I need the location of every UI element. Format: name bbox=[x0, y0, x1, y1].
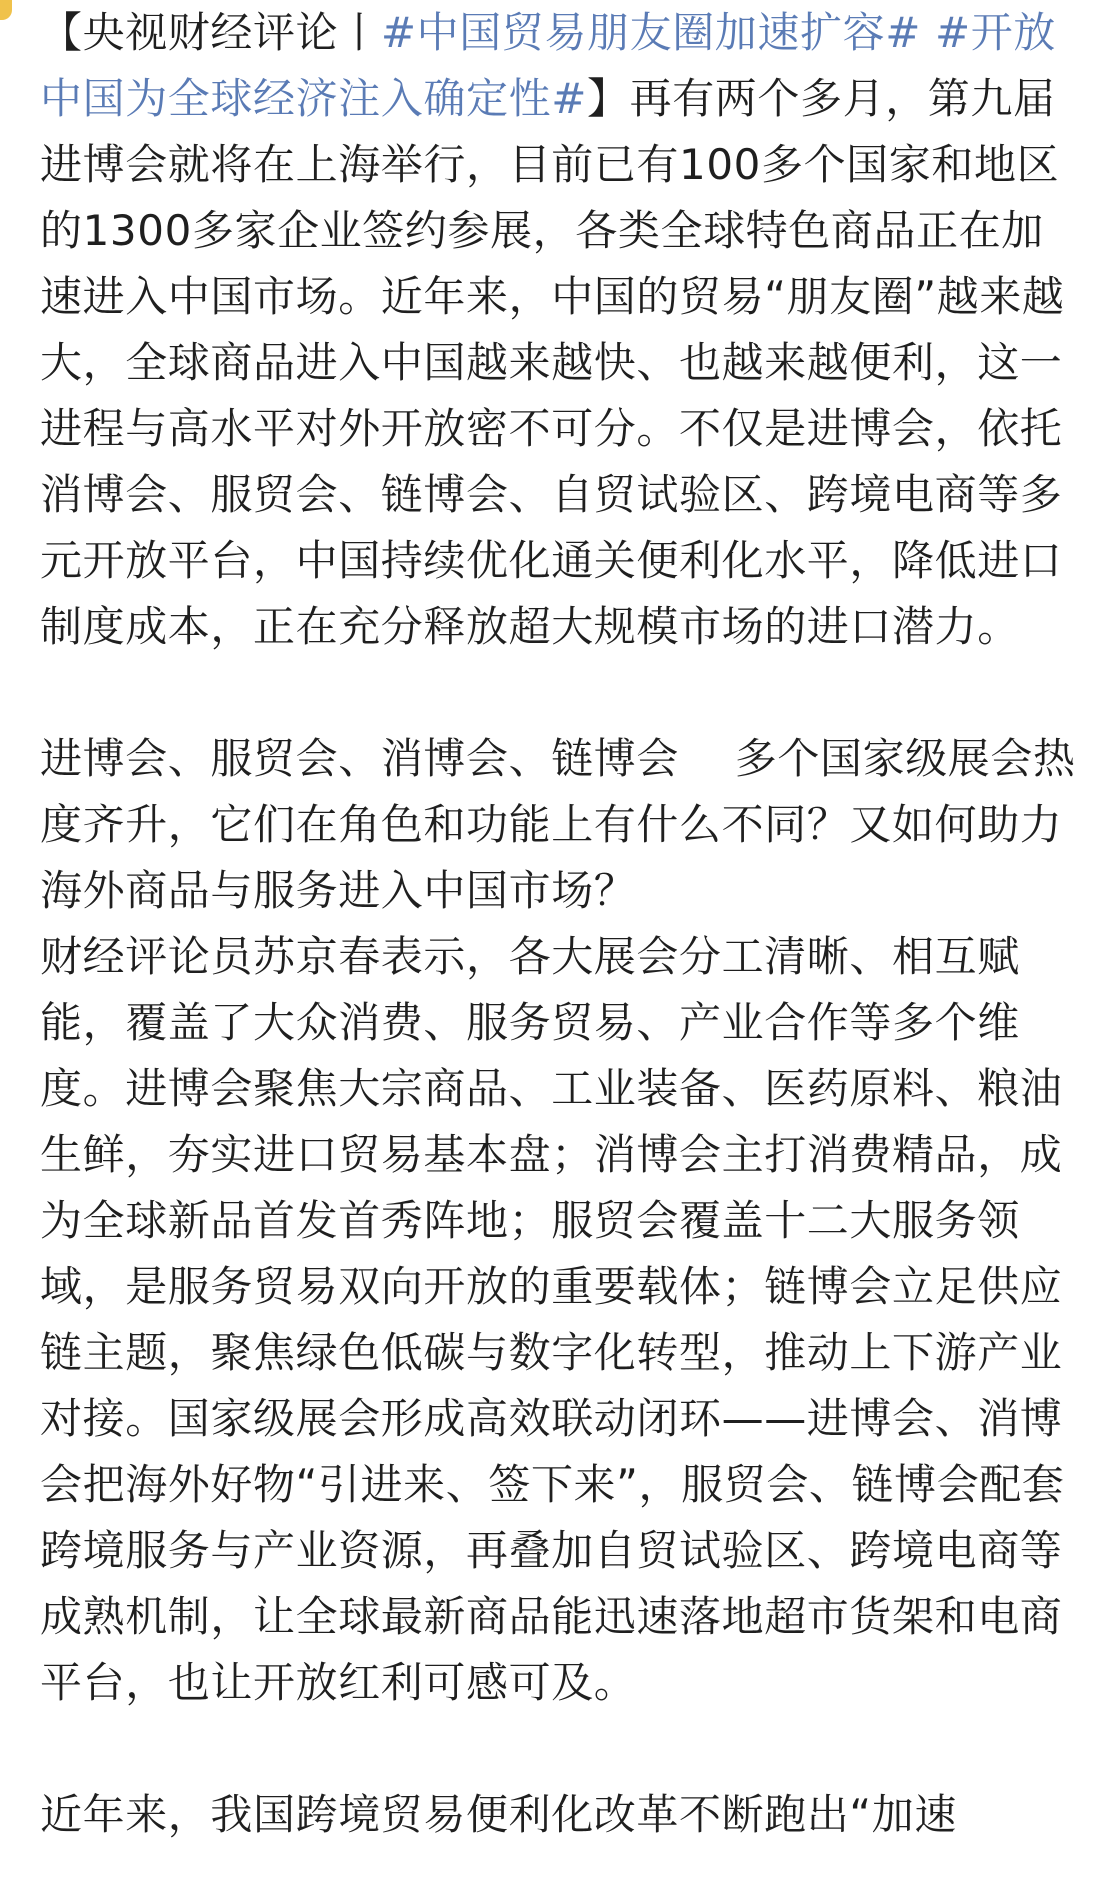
post-source: 央视财经评论丨 bbox=[82, 8, 381, 57]
post-content bbox=[40, 0, 1080, 1848]
topic-link-trade-circle[interactable]: #中国贸易朋友圈加速扩容# bbox=[380, 8, 921, 57]
post-paragraph-4: 近年来，我国跨境贸易便利化改革不断跑出“加速 bbox=[40, 1790, 957, 1839]
topic-link-open-china[interactable]: #开放中国为全球经济注入确定性# bbox=[40, 8, 1056, 123]
paragraph-spacer bbox=[40, 1716, 1080, 1782]
post-paragraph-2: 进博会、服贸会、消博会、链博会 多个国家级展会热度齐升，它们在角色和功能上有什么不同？又如何助力海外商品与服务进入中国市场？ bbox=[40, 734, 1076, 915]
close-bracket: 】 bbox=[587, 74, 630, 123]
bottom-fade bbox=[0, 1855, 1112, 1885]
open-bracket: 【 bbox=[40, 8, 83, 57]
corner-badge bbox=[0, 0, 12, 20]
post-paragraph-1-text: 再有两个多月，第九届进博会就将在上海举行，目前已有100多个国家和地区的1300多家企业签约参展，各类全球特色商品正在加速进入中国市场。近年来，中国的贸易“朋友圈”越来越大，全球商品进入中国越来越快、也越来越便利，这一进程与高水平对外开放密不可分。不仅是进博会，依托消博会、服贸会、链博会、自贸试验区、跨境电商等多元开放平台，中国持续优化通关便利化水平，降低进口制度成本，正在充分释放超大规模市场的进口潜力。 bbox=[40, 74, 1065, 651]
post-paragraph-3: 财经评论员苏京春表示，各大展会分工清晰、相互赋能，覆盖了大众消费、服务贸易、产业合作等多个维度。进博会聚焦大宗商品、工业装备、医药原料、粮油生鲜，夯实进口贸易基本盘；消博会主打消费精品，成为全球新品首发首秀阵地；服贸会覆盖十二大服务领域，是服务贸易双向开放的重要载体；链博会立足供应链主题，聚焦绿色低碳与数字化转型，推动上下游产业对接。国家级展会形成高效联动闭环——进博会、消博会把海外好物“引进来、签下来”，服贸会、链博会配套跨境服务与产业资源，再叠加自贸试验区、跨境电商等成熟机制，让全球最新商品能迅速落地超市货架和电商平台，也让开放红利可感可及。 bbox=[40, 932, 1065, 1707]
post-paragraph-1 bbox=[40, 0, 1080, 660]
paragraph-spacer bbox=[40, 660, 1080, 726]
